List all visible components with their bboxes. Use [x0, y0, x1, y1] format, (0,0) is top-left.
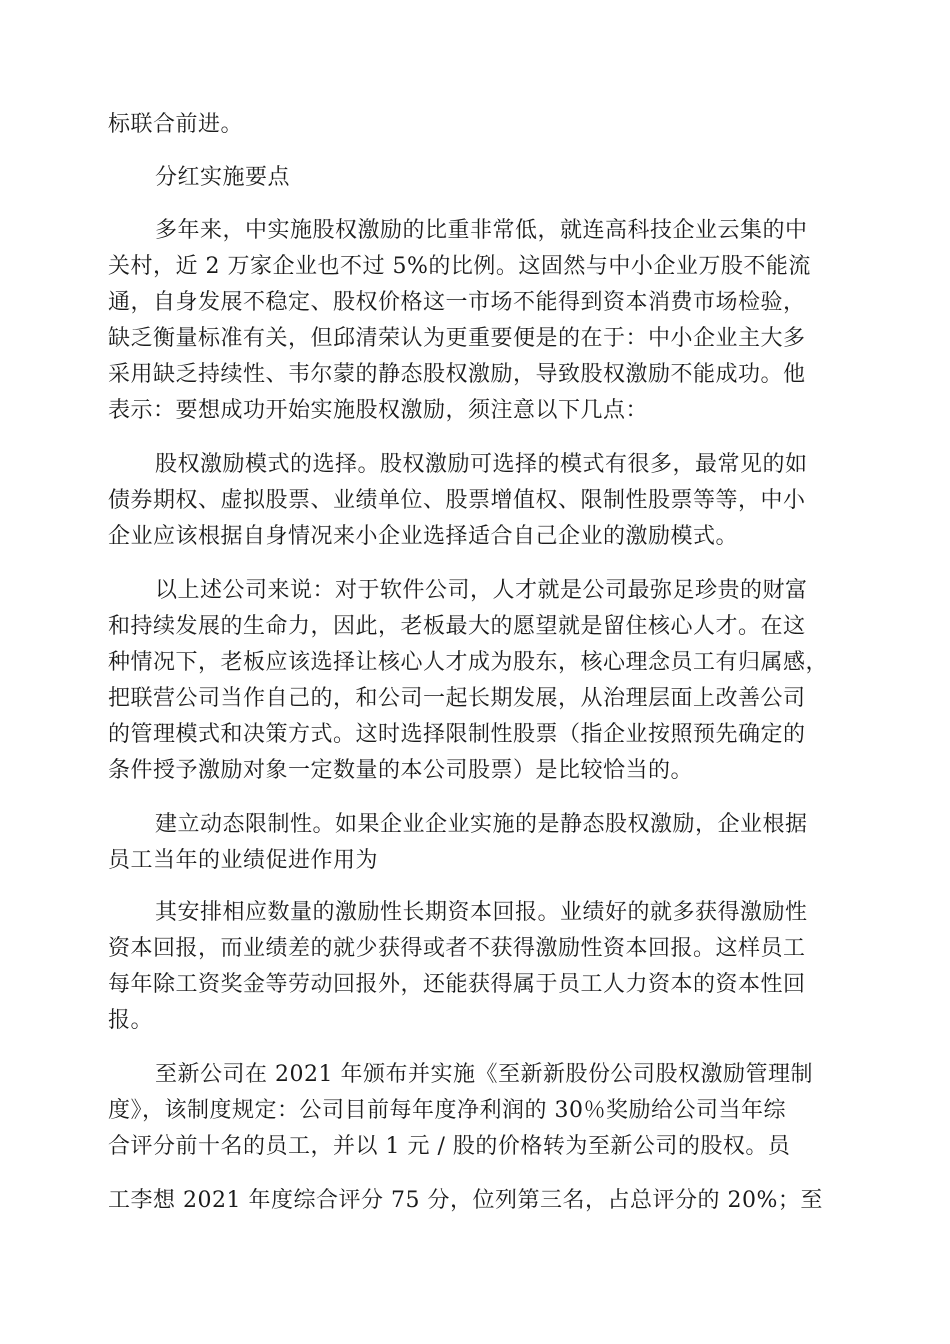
text-line: 缺乏衡量标准有关，但邱清荣认为更重要便是的在于：中小企业主大多 — [108, 326, 806, 351]
text-line: 标联合前进。 — [108, 112, 244, 137]
text-line: 以上述公司来说：对于软件公司，人才就是公司最弥足珍贵的财富 — [155, 578, 808, 603]
text-line: 合评分前十名的员工，并以 1 元 / 股的价格转为至新公司的股权。员 — [108, 1134, 791, 1159]
text-line: 债券期权、虚拟股票、业绩单位、股票增值权、限制性股票等等，中小 — [108, 488, 806, 513]
text-line: 把联营公司当作自己的，和公司一起长期发展，从治理层面上改善公司 — [108, 686, 806, 711]
text-line: 种情况下，老板应该选择让核心人才成为股东，核心理念员工有归属感， — [108, 650, 829, 675]
text-line: 每年除工资奖金等劳动回报外，还能获得属于员工人力资本的资本性回 — [108, 972, 806, 997]
text-line: 至新公司在 2021 年颁布并实施《至新新股份公司股权激励管理制 — [155, 1062, 813, 1087]
text-line: 度》，该制度规定：公司目前每年度净利润的 30％奖励给公司当年综 — [108, 1098, 786, 1123]
text-line: 的管理模式和决策方式。这时选择限制性股票（指企业按照预先确定的 — [108, 722, 806, 747]
text-line: 表示：要想成功开始实施股权激励，须注意以下几点： — [108, 398, 649, 423]
text-line: 采用缺乏持续性、韦尔蒙的静态股权激励，导致股权激励不能成功。他 — [108, 362, 806, 387]
text-line: 工李想 2021 年度综合评分 75 分，位列第三名，占总评分的 20%；至 — [108, 1188, 823, 1213]
text-line: 条件授予激励对象一定数量的本公司股票）是比较恰当的。 — [108, 758, 694, 783]
section-heading: 分红实施要点 — [155, 165, 291, 190]
text-line: 和持续发展的生命力，因此，老板最大的愿望就是留住核心人才。在这 — [108, 614, 806, 639]
text-line: 股权激励模式的选择。股权激励可选择的模式有很多，最常见的如 — [155, 452, 808, 477]
text-line: 企业应该根据自身情况来小企业选择适合自己企业的激励模式。 — [108, 524, 739, 549]
text-line: 多年来，中实施股权激励的比重非常低，就连高科技企业云集的中 — [155, 218, 808, 243]
text-line: 报。 — [108, 1008, 154, 1033]
text-line: 通，自身发展不稳定、股权价格这一市场不能得到资本消费市场检验， — [108, 290, 806, 315]
text-line: 建立动态限制性。如果企业企业实施的是静态股权激励，企业根据 — [155, 812, 808, 837]
text-line: 员工当年的业绩促进作用为 — [108, 848, 379, 873]
text-line: 其安排相应数量的激励性长期资本回报。业绩好的就多获得激励性 — [155, 900, 808, 925]
text-line: 资本回报，而业绩差的就少获得或者不获得激励性资本回报。这样员工 — [108, 936, 806, 961]
text-line: 关村，近 2 万家企业也不过 5%的比例。这固然与中小企业万股不能流 — [108, 254, 811, 279]
